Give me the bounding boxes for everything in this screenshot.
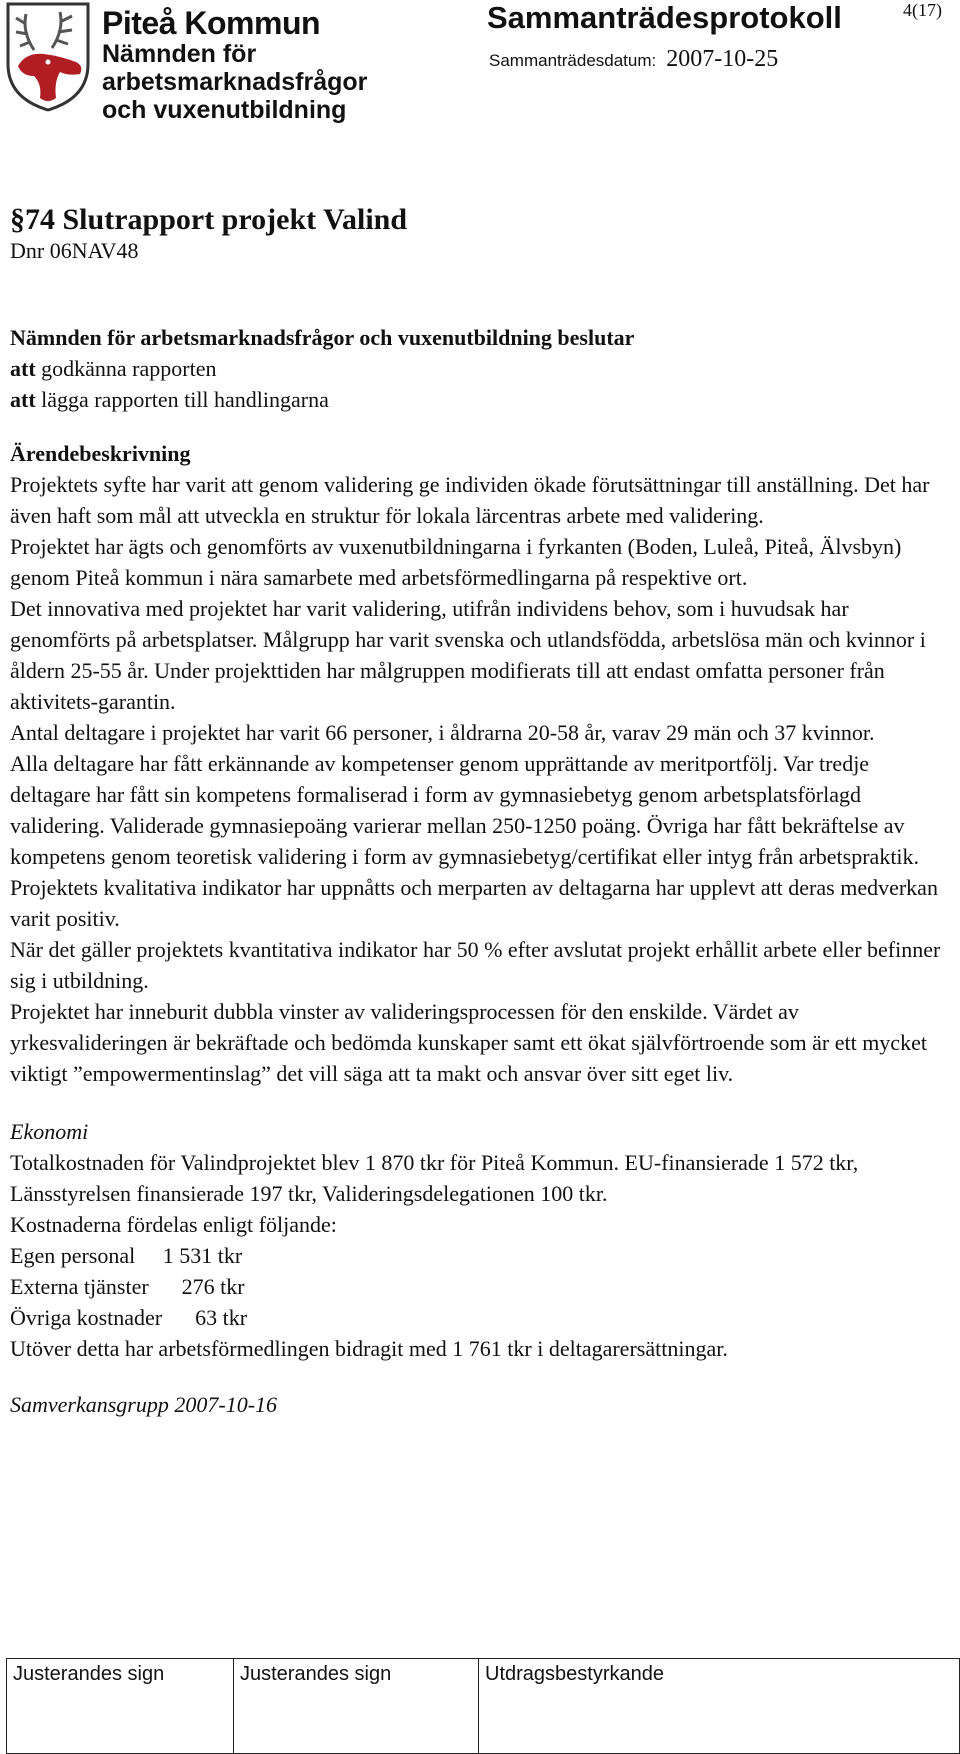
description-heading: Ärendebeskrivning xyxy=(10,441,191,466)
decision-heading: Nämnden för arbetsmarknadsfrågor och vuxenutbildning beslutar xyxy=(10,325,635,350)
case-reference-number: Dnr 06NAV48 xyxy=(10,238,139,263)
decision-text: lägga rapporten till handlingarna xyxy=(35,387,329,412)
description-paragraph: Alla deltagare har fått erkännande av kompetenser genom upprättande av meritportfölj. Var tredje deltagare har fått sin kompetens formaliserad i form av gymnasiebetyg genom arbetsplatsförlagd validering. Validerade gymnasiepoäng varierar mellan 250-1250 poäng. Övriga har fått bekräftelse av kompetens genom teoretisk validering i form av gymnasiebetyg/certifikat eller intyg från arbetspraktik. xyxy=(10,751,920,869)
decision-text: godkänna rapporten xyxy=(35,356,217,381)
pitea-coat-of-arms-logo xyxy=(4,2,92,112)
collaboration-group-note: Samverkansgrupp 2007-10-16 xyxy=(10,1392,278,1417)
organization-block xyxy=(102,6,367,124)
cost-row xyxy=(10,1302,950,1333)
meeting-date-value: 2007-10-25 xyxy=(666,46,779,72)
document-header xyxy=(0,0,960,130)
cost-row xyxy=(10,1240,950,1271)
cost-label: Övriga kostnader xyxy=(10,1305,163,1330)
description-paragraph: Projektets syfte har varit att genom validering ge individen ökade förutsättningar till anställning. Det har även haft som mål att utveckla en struktur för lokala lärcentras arbete med validering. xyxy=(10,472,930,528)
department-line: Nämnden för xyxy=(102,40,257,68)
cost-label: Externa tjänster xyxy=(10,1274,149,1299)
cost-row xyxy=(10,1271,950,1302)
description-paragraph: Det innovativa med projektet har varit validering, utifrån individens behov, som i huvudsak har genomförts på arbetsplatser. Målgrupp har varit svenska och utlandsfödda, arbetslösa män och kvinnor i åldern 25-55 år. Under projekttiden har målgruppen modifierats till att endast omfatta personer från aktivitets-garantin. xyxy=(10,596,926,714)
signature-cell: Justerandes sign xyxy=(234,1659,479,1753)
department-line: och vuxenutbildning xyxy=(102,96,347,124)
department-line: arbetsmarknadsfrågor xyxy=(102,68,368,96)
meeting-date-row xyxy=(489,46,778,73)
description-paragraph: Projektet har ägts och genomförts av vuxenutbildningarna i fyrkanten (Boden, Luleå, Piteå, Älvsbyn) genom Piteå kommun i nära samarbete med arbetsförmedlingarna på respektive ort. xyxy=(10,534,902,590)
document-title: Sammanträdesprotokoll xyxy=(487,0,842,35)
cost-amount: 276 tkr xyxy=(181,1274,245,1299)
economy-intro: Totalkostnaden för Valindprojektet blev 1 870 tkr för Piteå Kommun. EU-finansierade 1 572 tkr, Länsstyrelsen finansierade 197 tkr, Valideringsdelegationen 100 tkr. xyxy=(10,1150,859,1206)
cost-amount: 1 531 tkr xyxy=(162,1243,243,1268)
page-number: 4(17) xyxy=(903,0,942,20)
cost-distribution-label: Kostnaderna fördelas enligt följande: xyxy=(10,1212,337,1237)
description-paragraph: När det gäller projektets kvantitativa indikator har 50 % efter avslutat projekt erhållit arbete eller befinner sig i utbildning. xyxy=(10,937,941,993)
signature-table xyxy=(6,1658,960,1754)
decision-keyword: att xyxy=(10,356,36,381)
decision-item xyxy=(10,353,950,384)
economy-extra: Utöver detta har arbetsförmedlingen bidragit med 1 761 tkr i deltagarersättningar. xyxy=(10,1336,728,1361)
cost-amount: 63 tkr xyxy=(195,1305,248,1330)
case-title: §74 Slutrapport projekt Valind xyxy=(10,203,408,236)
description-paragraph: Antal deltagare i projektet har varit 66 personer, i åldrarna 20-58 år, varav 29 män och 37 kvinnor. xyxy=(10,720,875,745)
certification-cell: Utdragsbestyrkande xyxy=(485,1663,664,1685)
description-paragraph: Projektets kvalitativa indikator har uppnåtts och merparten av deltagarna har upplevt att deras medverkan varit positiv. xyxy=(10,875,938,931)
decision-item xyxy=(10,384,950,415)
description-paragraph: Projektet har inneburit dubbla vinster av valideringsprocessen för den enskilde. Värdet av yrkesvalideringen är bekräftade och bedömda kunskaper samt ett ökat självförtroende som är ett mycket viktigt ”empowermentinslag” det vill säga att ta makt och ansvar över sitt eget liv. xyxy=(10,999,927,1086)
decision-keyword: att xyxy=(10,387,36,412)
cost-label: Egen personal xyxy=(10,1243,136,1268)
economy-heading: Ekonomi xyxy=(10,1119,89,1144)
organization-name: Piteå Kommun xyxy=(102,5,321,41)
meeting-date-label: Sammanträdesdatum: xyxy=(489,51,657,70)
protocol-body xyxy=(10,202,950,1420)
signature-cell: Justerandes sign xyxy=(7,1659,234,1753)
